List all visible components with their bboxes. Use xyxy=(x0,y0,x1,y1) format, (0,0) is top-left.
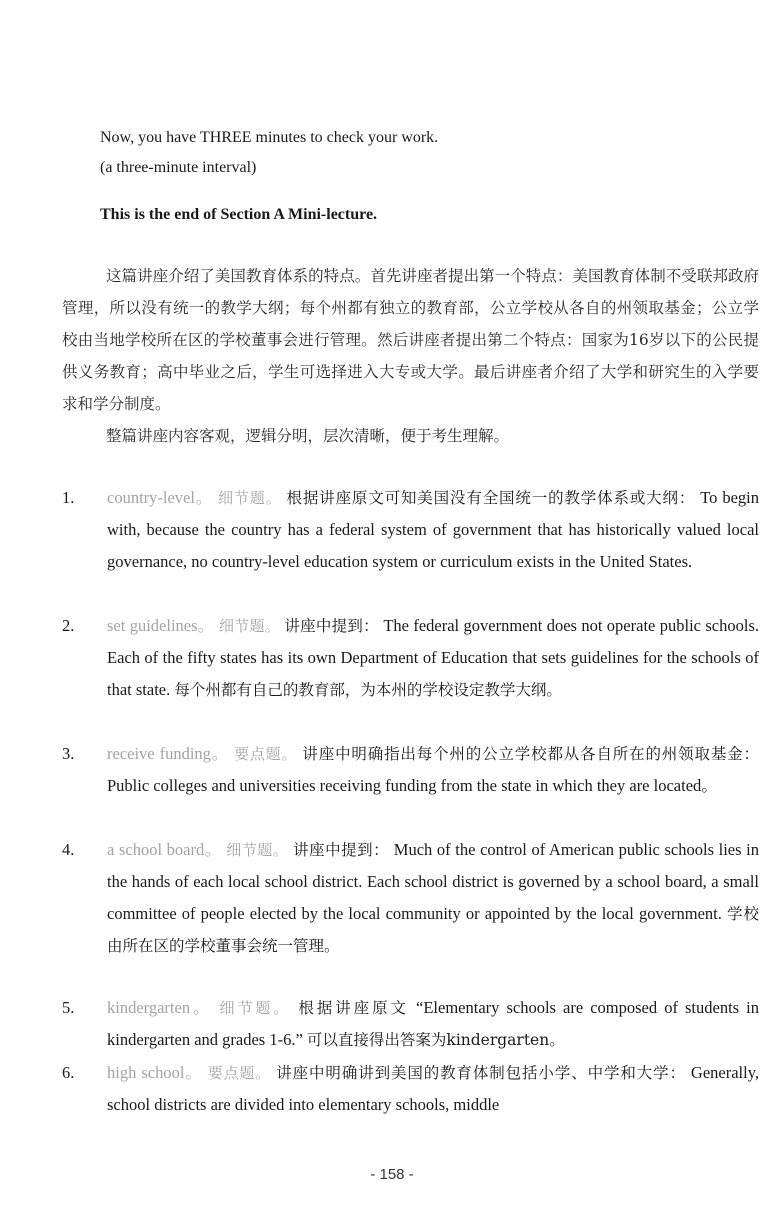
explanation-zh: 根据讲座原文 xyxy=(298,999,409,1017)
explanation-zh: 讲座中提到： xyxy=(293,841,390,859)
quote-en: “Elementary schools are composed of students in kindergarten and grades 1-6.” xyxy=(107,998,759,1049)
answer-item-3 xyxy=(62,738,759,802)
quote-en: Public colleges and universities receiving funding from the state in which they are located。 xyxy=(107,776,718,795)
lecture-summary xyxy=(62,260,759,452)
answer-item-6 xyxy=(62,1057,759,1121)
question-type: 细节题。 xyxy=(218,617,280,635)
page-number: - 158 - xyxy=(370,1166,414,1183)
question-type: 要点题。 xyxy=(207,1064,272,1082)
explanation-zh-followup: 可以直接得出答案为kindergarten。 xyxy=(306,1031,565,1049)
explanation-zh: 根据讲座原文可知美国没有全国统一的教学体系或大纲： xyxy=(286,489,696,507)
question-type: 细节题。 xyxy=(219,999,292,1017)
explanation-zh: 讲座中明确讲到美国的教育体制包括小学、中学和大学： xyxy=(276,1064,686,1082)
item-number: 3. xyxy=(62,744,75,763)
answer-item-1 xyxy=(62,482,759,578)
quote-en: To begin with, because the country has a federal system of government that has historically valued local governance, no country-level education system or curriculum exists in the United States. xyxy=(107,488,760,571)
answer-key: set guidelines。 xyxy=(107,616,215,635)
section-end-heading: This is the end of Section A Mini-lecture. xyxy=(100,206,378,223)
quote-en: The federal government does not operate public schools. Each of the fifty states has its own Department of Education that sets guidelines for the schools of that state. xyxy=(107,616,759,699)
answer-key: high school。 xyxy=(107,1063,203,1082)
answer-key: kindergarten。 xyxy=(107,998,213,1017)
answer-key: receive funding。 xyxy=(107,744,230,763)
explanation-zh: 讲座中明确指出每个州的公立学校都从各自所在的州领取基金： xyxy=(302,745,759,763)
instruction-line: Now, you have THREE minutes to check your work. xyxy=(100,129,439,146)
question-type: 要点题。 xyxy=(234,745,298,763)
answer-item-5 xyxy=(62,992,759,1056)
summary-conclusion: 整篇讲座内容客观，逻辑分明，层次清晰，便于考生理解。 xyxy=(106,427,510,445)
interval-note: (a three-minute interval) xyxy=(100,159,257,176)
item-number: 5. xyxy=(62,998,75,1017)
summary-paragraph: 这篇讲座介绍了美国教育体系的特点。首先讲座者提出第一个特点：美国教育体制不受联邦政府管理，所以没有统一的教学大纲；每个州都有独立的教育部，公立学校从各自的州领取基金；公立学校由当地学校所在区的学校董事会进行管理。然后讲座者提出第二个特点：国家为16岁以下的公民提供义务教育；高中毕业之后，学生可选择进入大专或大学。最后讲座者介绍了大学和研究生的入学要求和学分制度。 xyxy=(62,267,759,413)
explanation-zh-followup: 每个州都有自己的教育部，为本州的学校设定教学大纲。 xyxy=(174,681,562,699)
answer-item-2 xyxy=(62,610,759,706)
quote-en: Much of the control of American public schools lies in the hands of each local school district. Each school district is governed by a school board, a small committee of people elected by the local community or appointed by the local government. xyxy=(107,840,760,923)
answer-key: a school board。 xyxy=(107,840,222,859)
answer-key: country-level。 xyxy=(107,488,214,507)
explanation-zh: 讲座中提到： xyxy=(284,617,379,635)
question-type: 细节题。 xyxy=(226,841,289,859)
item-number: 4. xyxy=(62,840,75,859)
item-number: 2. xyxy=(62,616,75,635)
quote-en: Generally, school districts are divided into elementary schools, middle xyxy=(107,1063,760,1114)
item-number: 6. xyxy=(62,1063,75,1082)
item-number: 1. xyxy=(62,488,75,507)
answer-item-4 xyxy=(62,834,759,962)
explanation-zh-followup: 学校由所在区的学校董事会统一管理。 xyxy=(107,905,760,955)
question-type: 细节题。 xyxy=(218,489,282,507)
